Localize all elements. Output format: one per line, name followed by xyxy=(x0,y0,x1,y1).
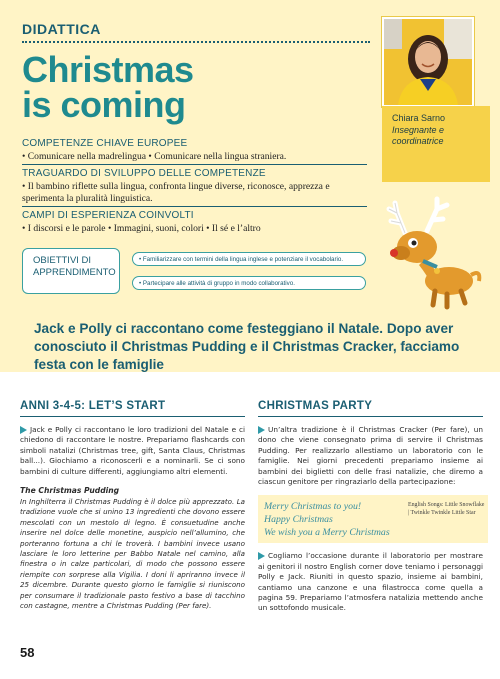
obiettivi-label: OBIETTIVI DI APPRENDIMENTO xyxy=(22,248,120,294)
triangle-bullet-icon xyxy=(20,426,27,434)
author-box xyxy=(382,106,490,182)
campi-esperienza xyxy=(22,210,367,235)
traguardo-text: • Il bambino riflette sulla lingua, confronta lingue diverse, riconosce, apprezza e sperimenta la pluralità linguistica. xyxy=(22,181,330,204)
triangle-bullet-icon xyxy=(258,426,265,434)
campi-text: • I discorsi e le parole • Immagini, suoni, colori • Il sé e l’altro xyxy=(22,223,261,234)
left-paragraph: Jack e Polly ci raccontano le loro tradizioni del Natale e ci chiedono di raccontare le nostre. Prepariamo flashcards con simboli natalizi (Christmas tree, gift, Santa Claus, Christmas ball...). Giochiamo a riconoscerli e a nominarli. Se ci sono bambini di culture differenti, aggiungiamo altri elementi. xyxy=(20,425,245,476)
competenze-europee xyxy=(22,138,367,163)
pudding-subheading: The Christmas Pudding xyxy=(20,486,120,496)
author-name: Chiara Sarno xyxy=(392,113,446,123)
song-line: Merry Christmas to you! xyxy=(264,501,362,513)
left-column xyxy=(20,400,245,612)
competenze-heading: COMPETENZE CHIAVE EUROPEE xyxy=(22,138,188,149)
author-role: Insegnante e coordinatrice xyxy=(392,125,445,146)
song-note: English Songs: Little Snowflake | Twinkle Twinkle Little Star xyxy=(408,502,485,517)
intro-text: Jack e Polly ci raccontano come festeggiano il Natale. Dopo aver conosciuto il Christmas Pudding e il Christmas Cracker, facciamo festa con le famiglie xyxy=(34,321,460,372)
left-column-heading: ANNI 3-4-5: LET’S START xyxy=(20,400,245,417)
author-photo xyxy=(382,17,474,107)
section-divider xyxy=(22,206,367,207)
dotted-divider xyxy=(22,41,370,43)
section-divider xyxy=(22,164,367,165)
right-paragraph-2: Cogliamo l’occasione durante il laboratorio per mostrare ai genitori il nostro English corner dove teniamo i personaggi Polly e Jack. Riuniti in questo spazio, insieme ai bambini, cantiamo una canzone e una filastrocca come quella a pagina 59. Prepariamo l’atmosfera natalizia mettendo anche un sottofondo musicale. xyxy=(258,551,483,613)
title-line-2: is coming xyxy=(22,84,186,125)
obiettivi-block xyxy=(22,248,346,294)
right-paragraph-1: Un’altra tradizione è il Christmas Cracker (Per fare), un dono che viene consegnato prima di servire il Christmas Pudding. Per realizzarlo allestiamo un laboratorio con le famiglie. Nei giorni precedenti prepariamo insieme ai bambini dei biglietti con delle frasi natalizie, che diremo a ciascun genitore per ringraziarlo della partecipazione: xyxy=(258,425,483,487)
song-line: Happy Christmas xyxy=(264,514,333,526)
title-line-1: Christmas xyxy=(22,49,194,90)
traguardo-heading: TRAGUARDO DI SVILUPPO DELLE COMPETENZE xyxy=(22,168,266,179)
section-label: DIDATTICA xyxy=(22,21,101,37)
right-column-heading: CHRISTMAS PARTY xyxy=(258,400,483,417)
right-column xyxy=(258,400,483,614)
pudding-paragraph: In Inghilterra il Christmas Pudding è il dolce più apprezzato. La tradizione vuole che si unino 13 ingredienti che dovono essere mescolati con un mestolo di legno. È consuetudine anche inserire nel dolce delle monetine, auspicio nell’allumino, che porteranno fortuna a chi le troverà. I bambini invece usano lasciare le loro letterine per Babbo Natale nel camino, alla finestra o in calze particolari, di modo che possono essere riempite con sorprese alla Vigilia. I doni li apriranno invece il 25 dicembre. Durante questo giorno le famiglie si riuniscono per consumare il tradizionale pasto festivo a base di tacchino con castagne, mentre a Christmas Pudding (Per fare). xyxy=(20,497,245,611)
campi-heading: CAMPI DI ESPERIENZA COINVOLTI xyxy=(22,210,194,221)
song-box xyxy=(258,495,488,543)
reindeer-illustration xyxy=(375,195,485,310)
obiettivo-item: • Partecipare alle attività di gruppo in modo collaborativo. xyxy=(132,276,366,290)
triangle-bullet-icon xyxy=(258,552,265,560)
competenze-text: • Comunicare nella madrelingua • Comunicare nella lingua straniera. xyxy=(22,151,287,162)
page-number: 58 xyxy=(20,645,35,660)
obiettivo-item: • Familiarizzare con termini della lingua inglese e potenziare il vocabolario. xyxy=(132,252,366,266)
page-title xyxy=(22,49,194,125)
song-line: We wish you a Merry Christmas xyxy=(264,527,390,539)
song-lines xyxy=(264,500,390,539)
traguardo-sviluppo xyxy=(22,168,367,205)
